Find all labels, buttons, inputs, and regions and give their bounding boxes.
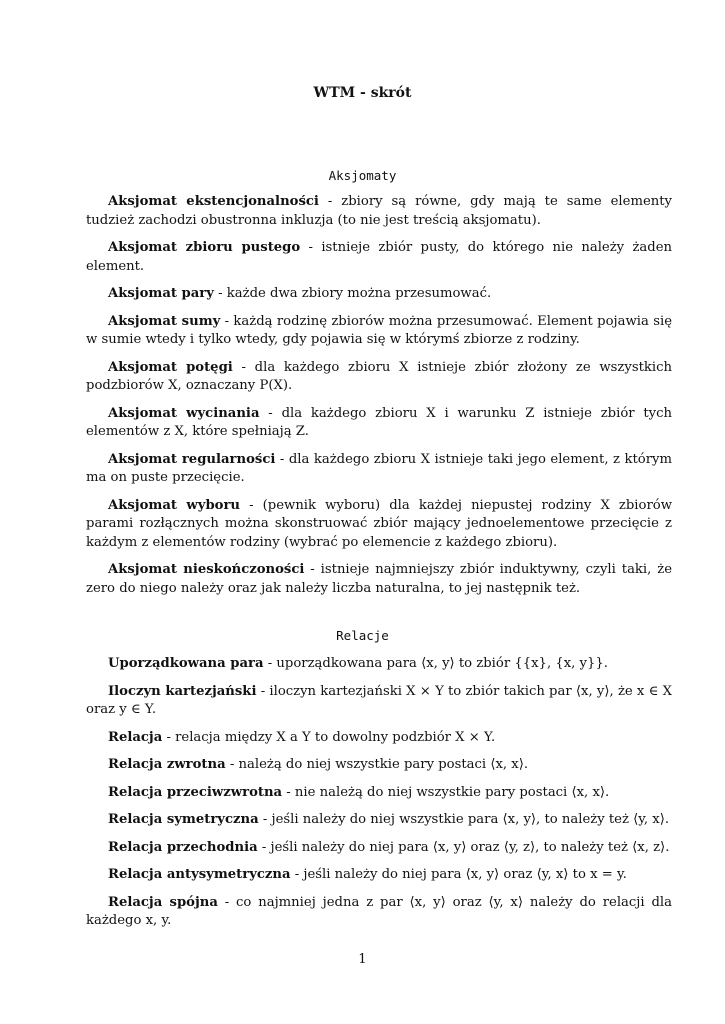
entry-term: Relacja przeciwzwrotna: [108, 784, 283, 800]
entry-relacja-spojna: [86, 894, 672, 931]
entry-term: Aksjomat zbioru pustego: [108, 240, 301, 255]
entry-text: - należą do niej wszystkie pary postaci ⟨x, x⟩.: [225, 757, 529, 772]
entry-text: - co najmniej jedna z par ⟨x, y⟩ oraz ⟨y, x⟩ należy do relacji dla każdego x, y.: [86, 894, 672, 928]
entry-relacja: [86, 729, 672, 748]
entry-text: - każde dwa zbiory można przesumować.: [213, 286, 492, 301]
section-heading-aksjomaty: Aksjomaty: [328, 168, 397, 183]
entry-term: Relacja symetryczna: [108, 812, 259, 827]
entry-text: - każdą rodzinę zbiorów można przesumować. Element pojawia się w sumie wtedy i tylko wtedy, gdy pojawia się w którymś zbiorze z rodziny.: [86, 313, 672, 347]
entry-text: - istnieje zbiór pusty, do którego nie należy żaden element.: [86, 240, 673, 274]
entry-text: - jeśli należy do niej wszystkie para ⟨x, y⟩, to należy też ⟨y, x⟩.: [258, 812, 670, 827]
entry-term: Relacja zwrotna: [108, 757, 226, 772]
entry-iloczyn-kartezjanski: [86, 683, 672, 720]
entry-uporzadkowana-para: [86, 655, 672, 674]
entry-term: Aksjomat wyboru: [108, 497, 241, 513]
entry-aksjomat-zbioru-pustego: [86, 239, 672, 276]
entry-relacja-antysymetryczna: [86, 866, 672, 885]
entry-text: - dla każdego zbioru X istnieje taki jego element, z którym ma on puste przecięcie.: [86, 451, 672, 485]
entry-relacja-przechodnia: [86, 839, 672, 858]
entry-term: Aksjomat pary: [108, 286, 214, 301]
entry-term: Relacja antysymetryczna: [108, 867, 291, 882]
entry-text: - zbiory są równe, gdy mają te same elementy tudzież zachodzi obustronna inkluzja (to nie jest treścią aksjomatu).: [86, 194, 672, 228]
entry-text: - uporządkowana para ⟨x, y⟩ to zbiór {{x}, {x, y}}.: [263, 656, 608, 671]
entry-aksjomat-sumy: [86, 313, 672, 350]
entry-term: Relacja: [108, 729, 163, 745]
entry-aksjomat-ekstencjonalnosci: [86, 193, 672, 230]
entry-text: - jeśli należy do niej para ⟨x, y⟩ oraz ⟨y, x⟩ to x = y.: [290, 867, 627, 882]
entry-aksjomat-wyboru: [86, 497, 672, 553]
entry-text: - iloczyn kartezjański X × Y to zbiór takich par ⟨x, y⟩, że x ∈ X oraz y ∈ Y.: [86, 683, 672, 717]
page-number: 1: [358, 952, 367, 967]
entry-term: Iloczyn kartezjański: [108, 683, 257, 699]
entry-term: Aksjomat ekstencjonalności: [108, 194, 319, 209]
entry-text: - nie należą do niej wszystkie pary postaci ⟨x, x⟩.: [282, 784, 610, 800]
entry-aksjomat-potegi: [86, 359, 672, 396]
entry-text: - (pewnik wyboru) dla każdej niepustej rodziny X zbiorów parami rozłącznych można skonstruować zbiór mający jednoelementowe przecięcie z każdym z elementów rodziny (wybrać po elemencie z każdego zbioru).: [86, 497, 672, 550]
entry-text: - jeśli należy do niej para ⟨x, y⟩ oraz ⟨y, z⟩, to należy też ⟨x, z⟩.: [257, 839, 670, 855]
entry-text: - relacja między X a Y to dowolny podzbiór X × Y.: [162, 729, 496, 745]
entry-aksjomat-regularnosci: [86, 451, 672, 488]
section-relacje: [86, 655, 672, 940]
section-heading-relacje: Relacje: [336, 628, 389, 643]
entry-term: Relacja przechodnia: [108, 839, 258, 855]
entry-relacja-przeciwzwrotna: [86, 784, 672, 803]
section-aksjomaty: [86, 193, 672, 607]
entry-text: - dla każdego zbioru X i warunku Z istnieje zbiór tych elementów z X, które spełniają Z.: [86, 405, 673, 439]
entry-aksjomat-nieskonczonosci: [86, 561, 672, 598]
document-title: WTM - skrót: [313, 85, 412, 101]
entry-relacja-symetryczna: [86, 811, 672, 830]
entry-aksjomat-wycinania: [86, 405, 672, 442]
entry-term: Uporządkowana para: [108, 656, 264, 671]
entry-aksjomat-pary: [86, 285, 672, 304]
entry-term: Aksjomat wycinania: [108, 405, 260, 421]
entry-term: Relacja spójna: [108, 894, 218, 910]
entry-term: Aksjomat nieskończoności: [108, 562, 305, 577]
entry-term: Aksjomat potęgi: [108, 359, 233, 375]
entry-text: - dla każdego zbioru X istnieje zbiór złożony ze wszystkich podzbiorów X, oznaczany P(X).: [86, 359, 672, 393]
entry-text: - istnieje najmniejszy zbiór induktywny, czyli taki, że zero do niego należy oraz jak należy liczba naturalna, to jej następnik też.: [86, 562, 672, 596]
entry-term: Aksjomat sumy: [108, 313, 221, 329]
entry-relacja-zwrotna: [86, 756, 672, 775]
entry-term: Aksjomat regularności: [108, 451, 276, 467]
